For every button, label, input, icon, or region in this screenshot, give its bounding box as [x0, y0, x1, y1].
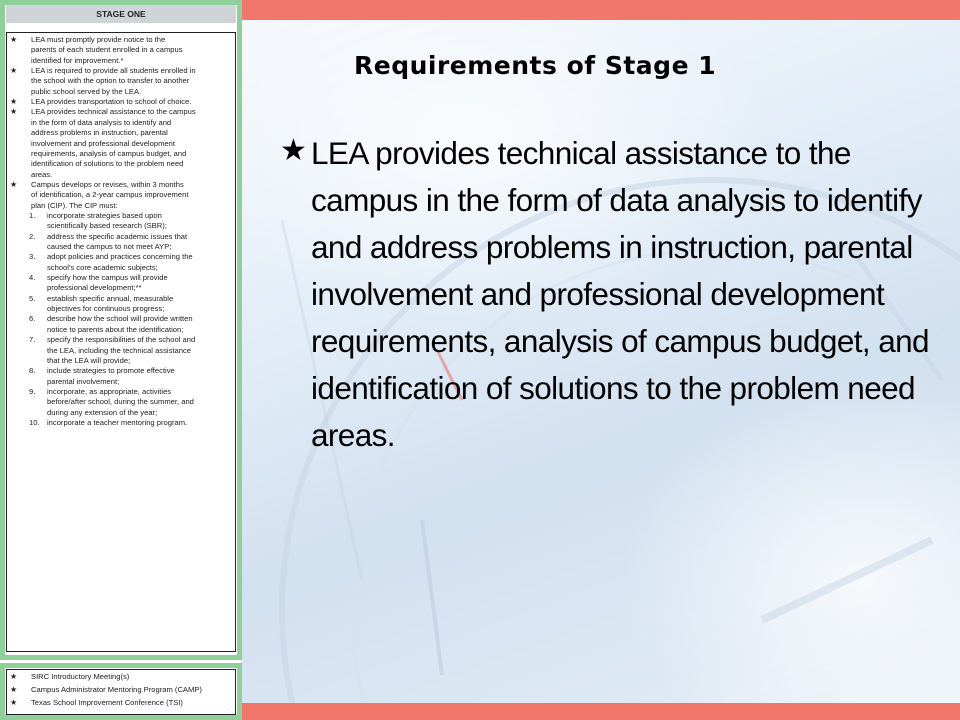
cip-item-line: 3. adopt policies and practices concerning the: [29, 252, 193, 262]
cip-item-line: professional development;**: [47, 283, 142, 293]
panel-item-line: of identification, a 2-year campus improvement: [31, 190, 189, 200]
panel-item-line: involvement and professional development: [31, 138, 175, 148]
panel-bottom-item: ★ Campus Administrator Mentoring Program (CAMP): [10, 685, 202, 695]
star-icon: ★: [10, 97, 18, 107]
star-icon: ★: [10, 107, 18, 117]
cip-item-line: during any extension of the year;: [47, 407, 158, 417]
bottom-accent-bar: [242, 703, 960, 720]
panel-item-line: in the form of data analysis to identify and: [31, 117, 172, 127]
cip-item-line: 2. address the specific academic issues that: [29, 231, 188, 241]
cip-item-line: scientifically based research (SBR);: [47, 221, 167, 231]
item-number: 1.: [29, 210, 36, 220]
top-accent-bar: [242, 0, 960, 20]
panel-item-line: the school with the option to transfer to another: [31, 76, 190, 86]
cip-item-line: caused the campus to not meet AYP;: [47, 242, 172, 251]
cip-item-line: that the LEA will provide;: [47, 355, 131, 365]
panel-header: STAGE ONE: [6, 5, 236, 23]
panel-item-line: ★ LEA provides technical assistance to the campus: [10, 107, 196, 117]
cip-item-line: 10. incorporate a teacher mentoring program.: [29, 417, 188, 427]
item-number: 5.: [29, 293, 36, 303]
item-number: 6.: [29, 314, 36, 324]
cip-item-line: before/after school, during the summer, and: [47, 397, 194, 407]
stage-one-panel: [0, 0, 242, 720]
panel-item-line: ★ LEA is required to provide all students enrolled in: [10, 66, 196, 76]
star-icon: ★: [10, 685, 18, 695]
star-icon: ★: [280, 134, 307, 167]
slide-title: Requirements of Stage 1: [354, 51, 717, 80]
item-number: 9.: [29, 386, 36, 396]
panel-item-line: areas.: [31, 169, 53, 179]
star-icon: ★: [10, 698, 18, 708]
panel-item-line: requirements, analysis of campus budget, and: [31, 148, 187, 158]
cip-item-line: 7. specify the responsibilities of the school and: [29, 335, 196, 345]
cip-item-line: 1. incorporate strategies based upon: [29, 210, 162, 220]
cip-item-line: 9. incorporate, as appropriate, activities: [29, 386, 172, 396]
star-icon: ★: [10, 672, 18, 681]
cip-item-line: parental involvement;: [47, 376, 120, 386]
cip-item-line: the LEA, including the technical assistance: [47, 345, 191, 355]
star-icon: ★: [10, 35, 18, 44]
cip-item-line: 8. include strategies to promote effective: [29, 366, 175, 376]
panel-item-line: ★ LEA must promptly provide notice to the: [10, 35, 166, 44]
panel-item-line: plan (CIP). The CIP must:: [31, 200, 118, 210]
item-number: 8.: [29, 366, 36, 376]
star-icon: ★: [10, 66, 18, 76]
panel-item-line: parents of each student enrolled in a campus: [31, 45, 183, 55]
item-number: 2.: [29, 231, 36, 241]
panel-item-line: identification of solutions to the problem need: [31, 159, 184, 169]
slide-content: [242, 0, 960, 720]
item-number: 3.: [29, 252, 36, 262]
panel-item-line: address problems in instruction, parental: [31, 128, 168, 138]
panel-bottom-item: ★ Texas School Improvement Conference (TSI): [10, 698, 183, 708]
panel-item-line: ★ LEA provides transportation to school of choice.: [10, 97, 192, 107]
panel-item-line: ★ Campus develops or revises, within 3 months: [10, 179, 184, 189]
cip-item-line: notice to parents about the identification;: [47, 324, 184, 334]
cip-item-line: school's core academic subjects;: [47, 262, 158, 272]
cip-item-line: 6. describe how the school will provide written: [29, 314, 193, 324]
panel-item-line: public school served by the LEA.: [31, 86, 142, 96]
star-icon: ★: [10, 179, 18, 189]
panel-item-line: identified for improvement.*: [31, 55, 124, 65]
panel-bottom-item: ★ SIRC Introductory Meeting(s): [10, 672, 130, 681]
item-number: 4.: [29, 273, 36, 283]
cip-item-line: objectives for continuous progress;: [47, 304, 165, 314]
item-number: 10.: [29, 417, 40, 427]
item-number: 7.: [29, 335, 36, 345]
cip-item-line: 4. specify how the campus will provide: [29, 273, 168, 283]
cip-item-line: 5. establish specific annual, measurable: [29, 293, 174, 303]
bullet-text: LEA provides technical assistance to the campus in the form of data analysis to identify and address problems in instruction, parental involvement and professional development requirements, analysis of campus budget, and identification of solutions to the problem need areas.: [311, 135, 929, 453]
